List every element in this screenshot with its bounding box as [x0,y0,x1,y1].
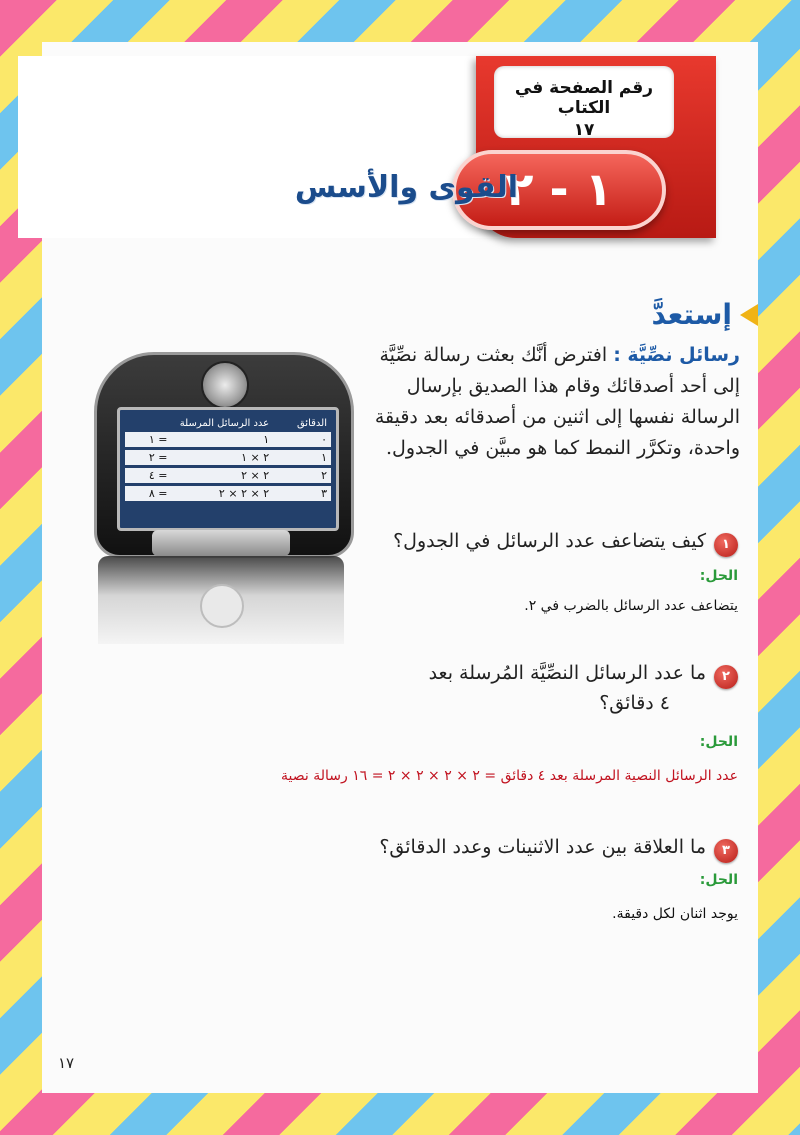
question-number-badge: ١ [714,533,738,557]
intro-text: افترض أنَّك بعثت رسالة نصِّيَّة إلى أحد أصدقائك وقام هذا الصديق بإرسال الرسالة نفسها إلى اثنين من أصدقائه بعد دقيقة واحدة، وتكرَّر النمط كما هو مبيَّن في الجدول. [374,344,740,459]
table-header-messages: عدد الرسائل المرسلة [179,418,270,429]
solution-label: الحل: [699,568,738,584]
messages-table [125,415,331,504]
solution-label: الحل: [699,872,738,888]
book-page-number: ١٧ [573,120,595,140]
table-cell: = ٨ [125,486,172,501]
table-header-minutes: الدقائق [296,418,327,429]
answer-text: يتضاعف عدد الرسائل بالضرب في ٢. [524,598,738,614]
book-page-reference [494,66,674,138]
table-cell: = ٢ [125,450,172,465]
table-row [125,450,331,465]
table-cell: ٢ × ١ [172,450,274,465]
phone-illustration [94,352,348,644]
table-cell: = ٤ [125,468,172,483]
book-page-label: رقم الصفحة في الكتاب [514,78,654,118]
answer-text: يوجد اثنان لكل دقيقة. [612,906,738,922]
lesson-number-badge: ١ - ٢ [452,150,666,230]
question-text: ما العلاقة بين عدد الاثنينات وعدد الدقائق؟ [379,836,706,858]
table-cell: ١ [172,432,274,447]
table-cell: ٣ [273,486,331,501]
explore-heading [651,298,758,331]
table-cell: = ١ [125,432,172,447]
question-text-line: ما عدد الرسائل النصِّيَّة المُرسلة بعد [428,662,706,684]
question-text-line: ٤ دقائق؟ [599,692,670,714]
explore-title: إستعدَّ [651,298,732,331]
question-1 [393,530,738,557]
answer-text: عدد الرسائل النصية المرسلة بعد ٤ دقائق = ٢ × ٢ × ٢ × ٢ = ١٦ رسالة نصية [281,768,738,784]
phone-hinge [152,530,290,556]
triangle-arrow-icon [740,304,758,326]
question-text: كيف يتضاعف عدد الرسائل في الجدول؟ [393,530,706,552]
table-row [125,432,331,447]
question-number-badge: ٣ [714,839,738,863]
intro-paragraph [370,340,740,464]
question-3 [379,836,738,863]
camera-icon [201,361,249,409]
solution-label: الحل: [699,734,738,750]
table-cell: ٢ [273,468,331,483]
table-cell: ٢ × ٢ [172,468,274,483]
question-number-badge: ٢ [714,665,738,689]
phone-body [94,352,354,558]
table-cell: ١ [273,450,331,465]
dial-pad-icon [200,584,244,628]
question-2 [429,662,738,714]
intro-term: رسائل نصِّيَّة : [613,344,740,366]
table-cell: ٠ [273,432,331,447]
question-text-block [429,662,706,714]
table-cell: ٢ × ٢ × ٢ [172,486,274,501]
table-row [125,468,331,483]
lesson-title: القوى والأسس [294,170,518,205]
phone-screen [117,407,339,531]
table-row [125,486,331,501]
page-number: ١٧ [58,1054,75,1072]
